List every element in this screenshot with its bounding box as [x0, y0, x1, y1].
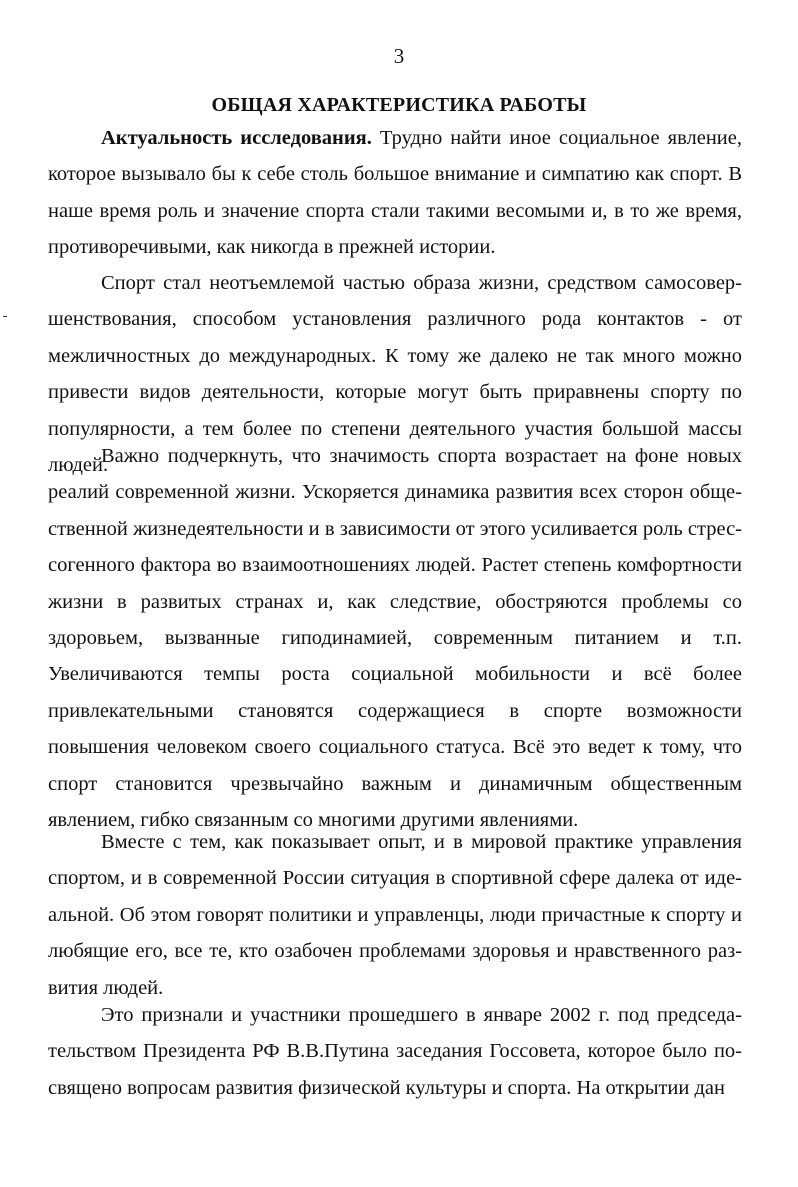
paragraph-sport-significance: Важно подчеркнуть, что значимость спорта возрастает на фоне новых реалий современной жизни. Ускоряется динамика развития всех сторон общественной жизнедеятельности и в зависимости от этого усиливается роль стрессогенного фактора во взаимоотношениях людей. Растет степень комфортности жизни в развитых странах и, как следствие, обостряются проблемы со здоровьем, вызванные гиподинамией, современным питанием и т.п. Увеличиваются темпы роста социальной мобильности и всё более привлекательными становятся содержащиеся в спорте возможности повышения человеком своего социального статуса. Всё это ведет к тому, что спорт становится чрезвычайно важным и динамичным общественным явлением, гибко связанным со многими другими явлениями. — [48, 445, 742, 832]
page-number: 3 — [393, 44, 405, 68]
run-in-heading: Актуальность исследования. — [101, 127, 372, 149]
paragraph-sport-management: Вместе с тем, как показывает опыт, и в мировой практике управления спортом, и в современной России ситуация в спортивной сфере далека от идеальной. Об этом говорят политики и управленцы, люди причастные к спорту и любящие его, все те, кто озабочен проблемами здоровья и нравственного развития людей. — [48, 831, 742, 999]
paragraph-state-council: Это признали и участники прошедшего в январе 2002 г. под председательством Президента РФ В.В.Путина заседания Госсовета, которое было посвящено вопросам развития физической культуры и спорта. На открытии дан — [48, 1004, 742, 1099]
margin-mark — [3, 316, 7, 317]
paragraph-sport-lifestyle: Спорт стал неотъемлемой частью образа жизни, средством самосовершенствования, способом установления различного рода контактов - от межличностных до международных. К тому же далеко не так много можно привести видов деятельности, которые могут быть приравнены спорту по популярности, а тем более по степени деятельного участия большой массы людей. — [48, 272, 742, 477]
section-heading: ОБЩАЯ ХАРАКТЕРИСТИКА РАБОТЫ — [211, 94, 587, 116]
paragraph-relevance — [48, 120, 742, 266]
paragraph-text: Трудно найти иное социальное явление, которое вызывало бы к себе столь большое внимание и симпатию как спорт. В наше время роль и значение спорта стали такими весомыми и, в то же время, противоречивыми, как никогда в прежней истории. — [48, 127, 742, 259]
